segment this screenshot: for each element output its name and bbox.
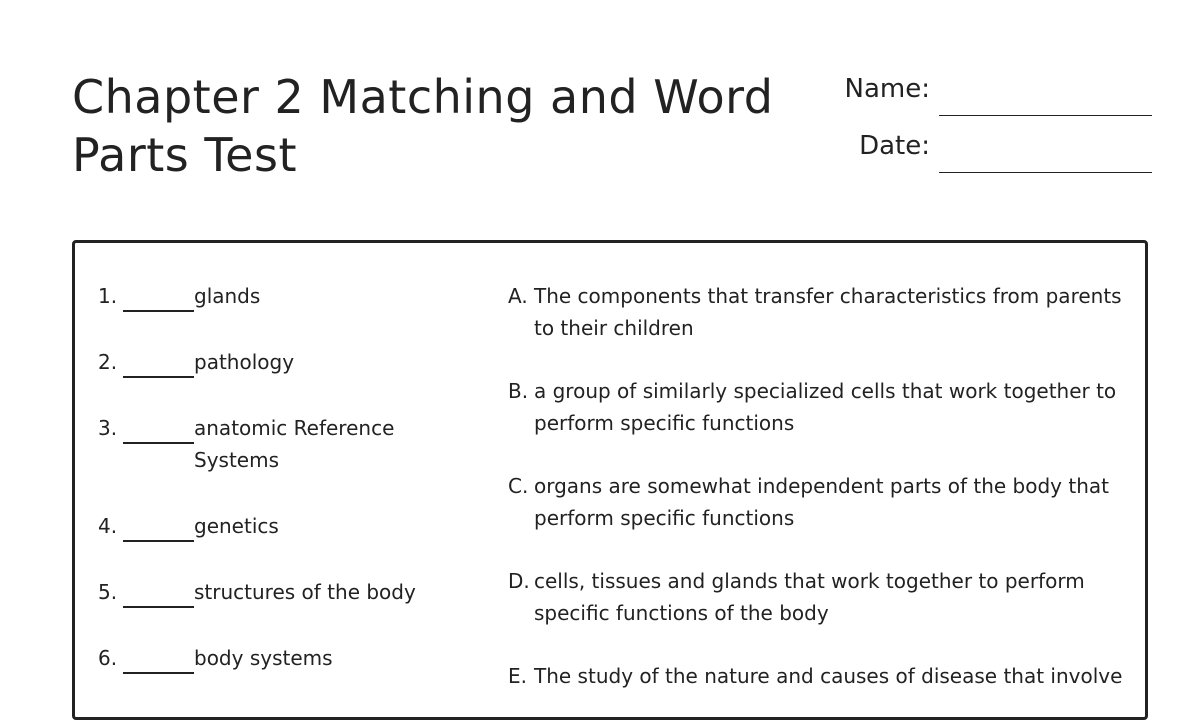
term-number: 4. bbox=[98, 514, 118, 538]
definition-letter: A. bbox=[508, 284, 528, 308]
definition-item bbox=[508, 565, 1128, 629]
term-number: 1. bbox=[98, 284, 118, 308]
term-item bbox=[98, 642, 478, 674]
term-text: structures of the body bbox=[194, 580, 416, 604]
name-date-block bbox=[840, 72, 1160, 186]
term-item bbox=[98, 576, 478, 608]
definition-text: The study of the nature and causes of disease that involve bbox=[534, 664, 1123, 688]
term-number: 2. bbox=[98, 350, 118, 374]
term-text: anatomic Reference Systems bbox=[194, 416, 395, 472]
term-item bbox=[98, 280, 478, 312]
definition-item bbox=[508, 375, 1128, 439]
definition-item bbox=[508, 660, 1128, 692]
answer-blank[interactable] bbox=[123, 442, 194, 444]
answer-blank[interactable] bbox=[123, 376, 194, 378]
term-item bbox=[98, 346, 478, 378]
answer-blank[interactable] bbox=[123, 310, 194, 312]
term-text: glands bbox=[194, 284, 261, 308]
date-label: Date: bbox=[859, 131, 930, 161]
term-number: 3. bbox=[98, 416, 118, 440]
definition-text: cells, tissues and glands that work together to perform specific functions of the body bbox=[534, 569, 1085, 625]
definition-item bbox=[508, 280, 1128, 344]
definition-text: a group of similarly specialized cells that work together to perform specific functions bbox=[534, 379, 1117, 435]
definition-letter: C. bbox=[508, 474, 529, 498]
term-number: 6. bbox=[98, 646, 118, 670]
definition-letter: D. bbox=[508, 569, 530, 593]
term-text: genetics bbox=[194, 514, 279, 538]
term-text: pathology bbox=[194, 350, 295, 374]
date-blank-line[interactable] bbox=[939, 172, 1152, 173]
date-row bbox=[840, 129, 1160, 186]
definition-text: organs are somewhat independent parts of the body that perform specific functions bbox=[534, 474, 1109, 530]
terms-column bbox=[98, 280, 478, 708]
name-blank-line[interactable] bbox=[939, 115, 1152, 116]
name-label: Name: bbox=[844, 74, 930, 104]
term-item bbox=[98, 510, 478, 542]
definitions-column bbox=[508, 280, 1128, 723]
definition-text: The components that transfer characteristics from parents to their children bbox=[534, 284, 1122, 340]
answer-blank[interactable] bbox=[123, 672, 194, 674]
term-item bbox=[98, 412, 478, 476]
term-text: body systems bbox=[194, 646, 333, 670]
answer-blank[interactable] bbox=[123, 540, 194, 542]
answer-blank[interactable] bbox=[123, 606, 194, 608]
definition-letter: E. bbox=[508, 664, 527, 688]
page-title: Chapter 2 Matching and Word Parts Test bbox=[72, 70, 774, 182]
definition-item bbox=[508, 470, 1128, 534]
name-row bbox=[840, 72, 1160, 129]
term-number: 5. bbox=[98, 580, 118, 604]
definition-letter: B. bbox=[508, 379, 529, 403]
